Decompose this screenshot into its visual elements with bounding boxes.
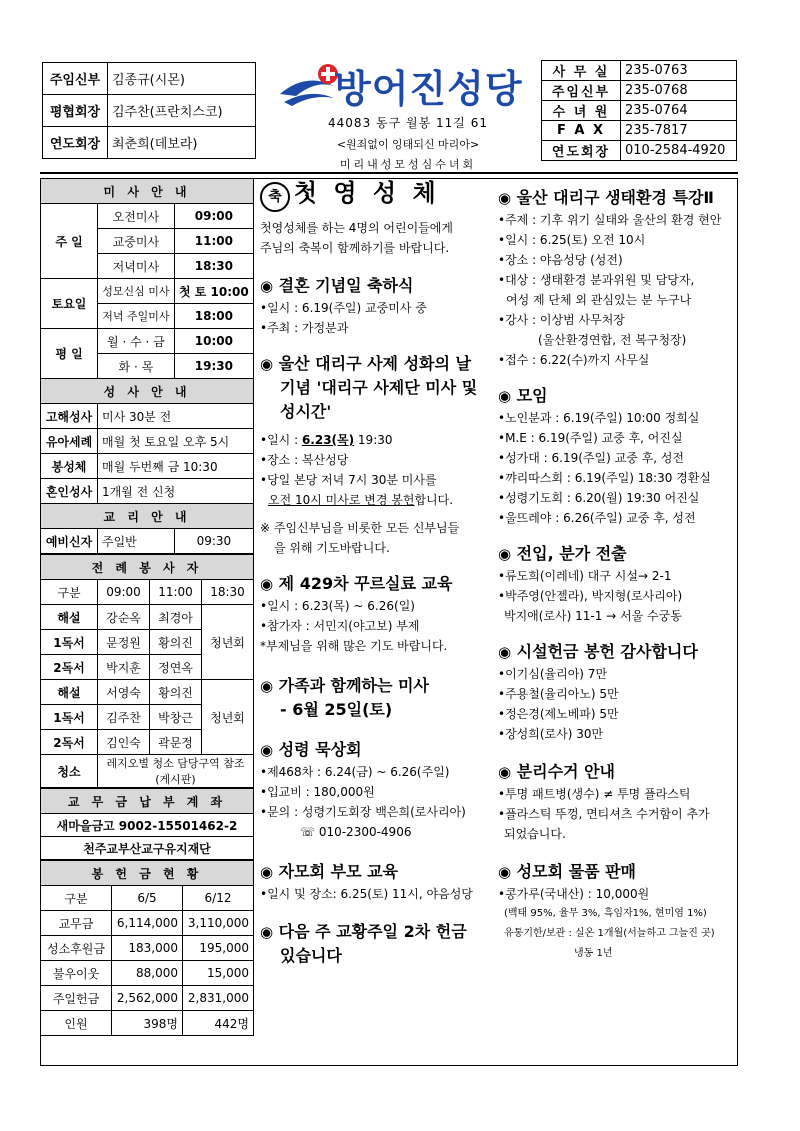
wedding-line: •일시 : 6.19(주일) 교중미사 중 xyxy=(260,301,427,315)
sacrament-time: 매월 첫 토요일 오후 5시 xyxy=(98,429,254,454)
offering-table xyxy=(40,860,254,1036)
env-heading xyxy=(498,186,738,210)
meeting-line: •울뜨레야 : 6.26(주일) 교중 후, 성전 xyxy=(498,511,696,525)
mass-time: 19:30 xyxy=(174,354,253,379)
first-communion-text: 첫영성체를 하는 4명의 어린이들에게 xyxy=(260,221,453,235)
liturgy-person: 문정원 xyxy=(98,630,150,655)
priest-heading xyxy=(260,352,490,376)
liturgy-person: 박창근 xyxy=(150,705,202,730)
family-title: 가족과 함께하는 미사 xyxy=(278,676,429,695)
staff-role: 평협회장 xyxy=(43,95,108,127)
contact-value: 235-0763 xyxy=(621,61,737,81)
sacrament-name: 유아세례 xyxy=(41,429,98,454)
liturgy-title: 전 례 봉 사 자 xyxy=(41,555,254,580)
bullet-icon: ◉ xyxy=(260,863,274,881)
cleaning-note: 레지오별 청소 담당구역 참조 (게시판) xyxy=(98,755,254,788)
offering-value: 398명 xyxy=(112,1011,183,1036)
priest-change-suffix: 합니다. xyxy=(414,493,454,507)
celebration-badge-icon xyxy=(260,182,290,212)
liturgy-table xyxy=(40,554,254,788)
wedding-title: 결혼 기념일 축하식 xyxy=(278,276,414,295)
retreat-line: •입교비 : 180,000원 xyxy=(260,785,375,799)
liturgy-head: 11:00 xyxy=(150,580,202,605)
meeting-title: 모임 xyxy=(516,386,548,405)
sacrament-time: 1개월 전 신청 xyxy=(98,479,254,504)
liturgy-evening: 청년회 xyxy=(202,605,254,680)
meeting-line: •노인분과 : 6.19(주일) 10:00 정희실 xyxy=(498,411,700,425)
meeting-line: •M.E : 6.19(주일) 교중 후, 어진실 xyxy=(498,431,683,445)
env-line: •주제 : 기후 위기 실태와 울산의 환경 현안 xyxy=(498,213,722,227)
pope-heading xyxy=(260,920,490,944)
motto: <원죄없이 잉태되신 마리아> xyxy=(336,138,480,151)
offering-label: 불우이웃 xyxy=(41,961,112,986)
mass-name: 교중미사 xyxy=(98,229,175,254)
thanks-line: •장성희(로사) 30만 xyxy=(498,727,604,741)
recycle-heading xyxy=(498,760,738,784)
priest-title: 기념 '대리구 사제단 미사 및 xyxy=(280,378,478,397)
env-line: •일시 : 6.25(토) 오전 10시 xyxy=(498,233,646,247)
liturgy-person: 서영숙 xyxy=(98,680,150,705)
meeting-heading xyxy=(498,384,738,408)
liturgy-person: 박지훈 xyxy=(98,655,150,680)
mass-name: 오전미사 xyxy=(98,204,175,229)
mass-time: 11:00 xyxy=(174,229,253,254)
mass-time: 10:00 xyxy=(174,329,253,354)
recycle-line: •투명 패트병(생수) ≠ 투명 플라스틱 xyxy=(498,787,691,801)
mass-name: 월 · 수 · 금 xyxy=(98,329,175,354)
offering-head: 6/5 xyxy=(112,886,183,911)
offering-label: 인원 xyxy=(41,1011,112,1036)
sacrament-time: 매월 두번째 금 10:30 xyxy=(98,454,254,479)
first-communion-heading xyxy=(260,179,490,212)
doctrine-class: 주일반 xyxy=(98,529,175,554)
family-heading xyxy=(260,674,490,698)
mass-time: 09:00 xyxy=(174,204,253,229)
cursillo-heading xyxy=(260,572,490,596)
left-column xyxy=(40,178,254,1036)
offering-value: 183,000 xyxy=(112,936,183,961)
contact-label: 주임신부 xyxy=(542,81,621,101)
staff-name: 김주찬(프란치스코) xyxy=(108,95,256,127)
contact-value: 010-2584-4920 xyxy=(621,141,737,161)
staff-role: 연도회장 xyxy=(43,127,108,159)
weekday-label: 평 일 xyxy=(41,329,98,379)
liturgy-person: 황의진 xyxy=(150,680,202,705)
bullet-icon: ◉ xyxy=(260,741,274,759)
recycle-line: •플라스틱 뚜껑, 면티셔츠 수거함이 추가 xyxy=(498,807,710,821)
mass-name: 저녁미사 xyxy=(98,254,175,279)
contact-value: 235-7817 xyxy=(621,121,737,141)
meeting-line: •성가대 : 6.19(주일) 교중 후, 성전 xyxy=(498,451,685,465)
parish-title: 방어진성당 xyxy=(334,67,523,111)
liturgy-person: 곽문정 xyxy=(150,730,202,755)
address: 44083 동구 월봉 11길 61 xyxy=(328,116,488,130)
offering-value: 15,000 xyxy=(183,961,254,986)
sisters-org: 미리내성모성심수녀회 xyxy=(339,158,477,171)
account-holder: 천주교부산교구유지재단 xyxy=(41,837,254,860)
cleaning-label: 청소 xyxy=(41,755,98,788)
liturgy-person: 최경아 xyxy=(150,605,202,630)
priest-date-line xyxy=(260,430,490,450)
mass-table xyxy=(40,178,254,554)
bullet-icon: ◉ xyxy=(498,545,512,563)
contact-value: 235-0768 xyxy=(621,81,737,101)
liturgy-head: 09:00 xyxy=(98,580,150,605)
staff-name: 김종규(시몬) xyxy=(108,63,256,95)
offering-value: 88,000 xyxy=(112,961,183,986)
env-line: •장소 : 야음성당 (성전) xyxy=(498,253,623,267)
offering-label: 교무금 xyxy=(41,911,112,936)
right-column xyxy=(498,182,738,964)
bullet-icon: ◉ xyxy=(260,575,274,593)
doctrine-title: 교 리 안 내 xyxy=(41,504,254,529)
env-title: 울산 대리구 생태환경 특강Ⅱ xyxy=(516,188,714,207)
wedding-line: •주최 : 가정분과 xyxy=(260,321,349,335)
priest-note: 을 위해 기도바랍니다. xyxy=(274,541,390,555)
priest-line: •장소 : 복산성당 xyxy=(260,453,349,467)
retreat-phone: ☏ 010-2300-4906 xyxy=(300,825,412,839)
middle-column xyxy=(260,179,490,968)
sacrament-name: 혼인성사 xyxy=(41,479,98,504)
offering-value: 442명 xyxy=(183,1011,254,1036)
cursillo-line: •참가자 : 서민지(야고보) 부제 xyxy=(260,619,420,633)
account-table xyxy=(40,788,254,860)
liturgy-role: 1독서 xyxy=(41,705,98,730)
move-line: •류도희(이레네) 대구 시설→ 2-1 xyxy=(498,569,672,583)
env-line: 여성 제 단체 외 관심있는 분 누구나 xyxy=(506,293,692,307)
contact-value: 235-0764 xyxy=(621,101,737,121)
thanks-line: •주용철(율리아노) 5만 xyxy=(498,687,619,701)
liturgy-role: 해설 xyxy=(41,680,98,705)
sale-heading xyxy=(498,860,738,884)
move-heading xyxy=(498,542,738,566)
move-line: •박주영(안젤라), 박지형(로사리아) xyxy=(498,589,683,603)
pope-title: 다음 주 교황주일 2차 헌금 xyxy=(278,922,467,941)
sale-ingredients: (백태 95%, 율무 3%, 흑임자1%, 현미염 1%) xyxy=(504,908,707,919)
priest-date-label: •일시 : xyxy=(260,433,302,447)
doctrine-time: 09:30 xyxy=(174,529,253,554)
staff-name: 최춘희(데보라) xyxy=(108,127,256,159)
env-line: •강사 : 이상범 사무처장 xyxy=(498,313,625,327)
sacrament-name: 봉성체 xyxy=(41,454,98,479)
priest-change-line xyxy=(260,490,490,510)
liturgy-person: 김주찬 xyxy=(98,705,150,730)
pope-title: 있습니다 xyxy=(280,946,342,965)
liturgy-person: 김인숙 xyxy=(98,730,150,755)
mass-time: 첫 토 10:00 xyxy=(174,279,253,304)
staff-role: 주임신부 xyxy=(43,63,108,95)
cursillo-line: •일시 : 6.23(목) ~ 6.26(일) xyxy=(260,599,415,613)
sacrament-title: 성 사 안 내 xyxy=(41,379,254,404)
priest-time: 19:30 xyxy=(354,433,393,447)
recycle-line: 되었습니다. xyxy=(504,827,566,841)
offering-value: 6,114,000 xyxy=(112,911,183,936)
sunday-label: 주 일 xyxy=(41,204,98,279)
saturday-label: 토요일 xyxy=(41,279,98,329)
bullet-icon: ◉ xyxy=(498,643,512,661)
offering-head: 6/12 xyxy=(183,886,254,911)
parent-heading xyxy=(260,860,490,884)
env-line: •접수 : 6.22(수)까지 사무실 xyxy=(498,353,650,367)
priest-note: ※ 주임신부님을 비롯한 모든 신부님들 xyxy=(260,521,460,535)
parent-title: 자모회 부모 교육 xyxy=(278,862,399,881)
family-date: - 6월 25일(토) xyxy=(280,700,393,719)
liturgy-evening: 청년회 xyxy=(202,680,254,755)
bullet-icon: ◉ xyxy=(498,863,512,881)
move-title: 전입, 분가 전출 xyxy=(516,544,627,563)
parent-line: •일시 및 장소: 6.25(토) 11시, 야음성당 xyxy=(260,887,473,901)
cursillo-title: 제 429차 꾸르실료 교육 xyxy=(278,574,453,593)
first-communion-title: 첫 영 성 체 xyxy=(293,179,440,207)
offering-head: 구분 xyxy=(41,886,112,911)
bullet-icon: ◉ xyxy=(498,763,512,781)
liturgy-role: 1독서 xyxy=(41,630,98,655)
staff-table xyxy=(42,62,256,159)
liturgy-person: 황의진 xyxy=(150,630,202,655)
offering-title: 봉 헌 금 현 황 xyxy=(41,861,254,886)
thanks-heading xyxy=(498,640,738,664)
liturgy-head: 18:30 xyxy=(202,580,254,605)
mass-name: 성모신심 미사 xyxy=(98,279,175,304)
liturgy-person: 정연옥 xyxy=(150,655,202,680)
account-number: 새마을금고 9002-15501462-2 xyxy=(41,814,254,837)
retreat-heading xyxy=(260,738,490,762)
move-line: 박지애(로사) 11-1 → 서울 수궁동 xyxy=(504,609,682,623)
priest-title: 울산 대리구 사제 성화의 날 xyxy=(278,354,471,373)
liturgy-role: 2독서 xyxy=(41,655,98,680)
sale-storage: 냉동 1년 xyxy=(574,948,613,959)
priest-date: 6.23(목) xyxy=(301,433,355,447)
sale-title: 성모회 물품 판매 xyxy=(516,862,637,881)
priest-title: 성시간' xyxy=(280,402,332,421)
env-line: •대상 : 생태환경 분과위원 및 담당자, xyxy=(498,273,695,287)
offering-value: 2,831,000 xyxy=(183,986,254,1011)
bullet-icon: ◉ xyxy=(498,189,512,207)
bullet-icon: ◉ xyxy=(260,355,274,373)
bullet-icon: ◉ xyxy=(260,923,274,941)
liturgy-head: 구분 xyxy=(41,580,98,605)
contact-label: 수 녀 원 xyxy=(542,101,621,121)
liturgy-role: 해설 xyxy=(41,605,98,630)
badge-text: 축 xyxy=(268,189,282,205)
thanks-title: 시설헌금 봉헌 감사합니다 xyxy=(516,642,698,661)
header-divider xyxy=(40,172,738,174)
retreat-line: •문의 : 성령기도회장 백은희(로사리아) xyxy=(260,805,466,819)
offering-value: 3,110,000 xyxy=(183,911,254,936)
recycle-title: 분리수거 안내 xyxy=(516,762,615,781)
thanks-line: •이기심(율리아) 7만 xyxy=(498,667,608,681)
doctrine-name: 예비신자 xyxy=(41,529,98,554)
priest-change: 오전 10시 미사로 변경 봉헌 xyxy=(268,493,415,507)
offering-label: 주일헌금 xyxy=(41,986,112,1011)
bullet-icon: ◉ xyxy=(260,277,274,295)
retreat-line: •제468차 : 6.24(금) ~ 6.26(주일) xyxy=(260,765,450,779)
bullet-icon: ◉ xyxy=(260,677,274,695)
liturgy-role: 2독서 xyxy=(41,730,98,755)
contact-label: 연도회장 xyxy=(542,141,621,161)
sale-storage: 유통기한/보관 : 실온 1개월(서늘하고 그늘진 곳) xyxy=(504,928,715,939)
env-line: (울산환경연합, 전 복구청장) xyxy=(538,333,687,347)
retreat-title: 성령 묵상회 xyxy=(278,740,362,759)
mass-name: 화 · 목 xyxy=(98,354,175,379)
thanks-line: •정은경(제노베파) 5만 xyxy=(498,707,619,721)
sacrament-name: 고해성사 xyxy=(41,404,98,429)
mass-title: 미 사 안 내 xyxy=(41,179,254,204)
mass-name: 저녁 주일미사 xyxy=(98,304,175,329)
priest-line: •당일 본당 저녁 7시 30분 미사를 xyxy=(260,473,437,487)
contact-label: 사 무 실 xyxy=(542,61,621,81)
meeting-line: •성령기도회 : 6.20(월) 19:30 어진실 xyxy=(498,491,700,505)
mass-time: 18:00 xyxy=(174,304,253,329)
liturgy-person: 강순옥 xyxy=(98,605,150,630)
offering-label: 성소후원금 xyxy=(41,936,112,961)
cursillo-line: *부제님을 위해 많은 기도 바랍니다. xyxy=(260,639,448,653)
meeting-line: •꺄리따스회 : 6.19(주일) 18:30 경환실 xyxy=(498,471,711,485)
offering-value: 195,000 xyxy=(183,936,254,961)
sale-line: •콩가루(국내산) : 10,000원 xyxy=(498,887,650,901)
mass-time: 18:30 xyxy=(174,254,253,279)
contact-table xyxy=(541,60,737,161)
contact-label: F A X xyxy=(542,121,621,141)
offering-value: 2,562,000 xyxy=(112,986,183,1011)
first-communion-text: 주님의 축복이 함께하기를 바랍니다. xyxy=(260,241,450,255)
wedding-heading xyxy=(260,274,490,298)
account-title: 교 무 금 납 부 계 좌 xyxy=(41,789,254,814)
sacrament-time: 미사 30분 전 xyxy=(98,404,254,429)
bullet-icon: ◉ xyxy=(498,387,512,405)
